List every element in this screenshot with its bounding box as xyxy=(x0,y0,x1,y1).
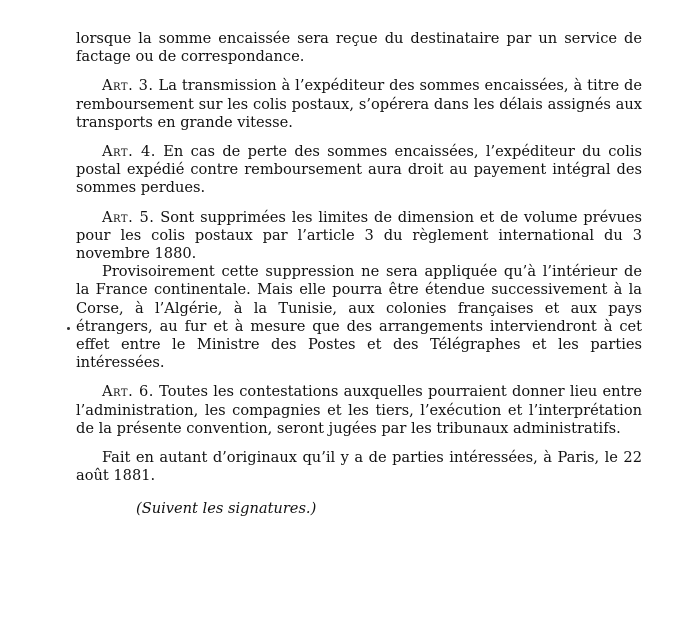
paragraph-text: lorsque la somme encaissée sera reçue du destinataire par un service de factage ou de correspondance. xyxy=(76,30,642,66)
paragraph-text: Fait en autant d’originaux qu’il y a de parties intéressées, à Paris, le 22 août 1881. xyxy=(76,449,642,485)
signatures-note: (Suivent les signatures.) xyxy=(136,500,317,518)
article-label: Art. 5. xyxy=(102,208,155,226)
article-3 xyxy=(76,77,642,132)
paragraph-text: Provisoirement cette suppression ne sera appliquée qu’à l’intérieur de la France continentale. Mais elle pourra être étendue successivement à la Corse, à l’Algérie, à la Tunisie, aux colonies françaises et aux pays étrangers, au fur et à mesure que des arrangements interviendront à cet effet entre le Ministre des Postes et des Télégraphes et les parties intéressées. xyxy=(76,263,642,372)
article-text: En cas de perte des sommes encaissées, l’expéditeur du colis postal expédié contre remboursement aura droit au payement intégral des sommes perdues. xyxy=(76,143,643,197)
article-label: Art. 3. xyxy=(102,77,154,95)
document-page xyxy=(76,30,642,519)
article-6 xyxy=(76,383,642,438)
article-label: Art. 4. xyxy=(102,143,156,161)
article-text: Sont supprimées les limites de dimension et de volume prévues pour les colis postaux par l’article 3 du règlement international du 3 novembre 1880. xyxy=(76,208,643,263)
closing-statement xyxy=(76,449,642,485)
article-label: Art. 6. xyxy=(102,383,154,401)
paragraph-continuation xyxy=(76,30,642,66)
article-5-continuation xyxy=(76,263,642,372)
margin-speck xyxy=(67,327,70,330)
article-text: La transmission à l’expéditeur des sommes encaissées, à titre de remboursement sur les colis postaux, s’opérera dans les délais assignés aux transports en grande vitesse. xyxy=(76,77,642,131)
article-4 xyxy=(76,143,642,198)
article-text: Toutes les contestations auxquelles pourraient donner lieu entre l’administration, les compagnies et les tiers, l’exécution et l’interprétation de la présente convention, seront jugées par les tribunaux administratifs. xyxy=(76,383,642,437)
article-5 xyxy=(76,209,642,264)
